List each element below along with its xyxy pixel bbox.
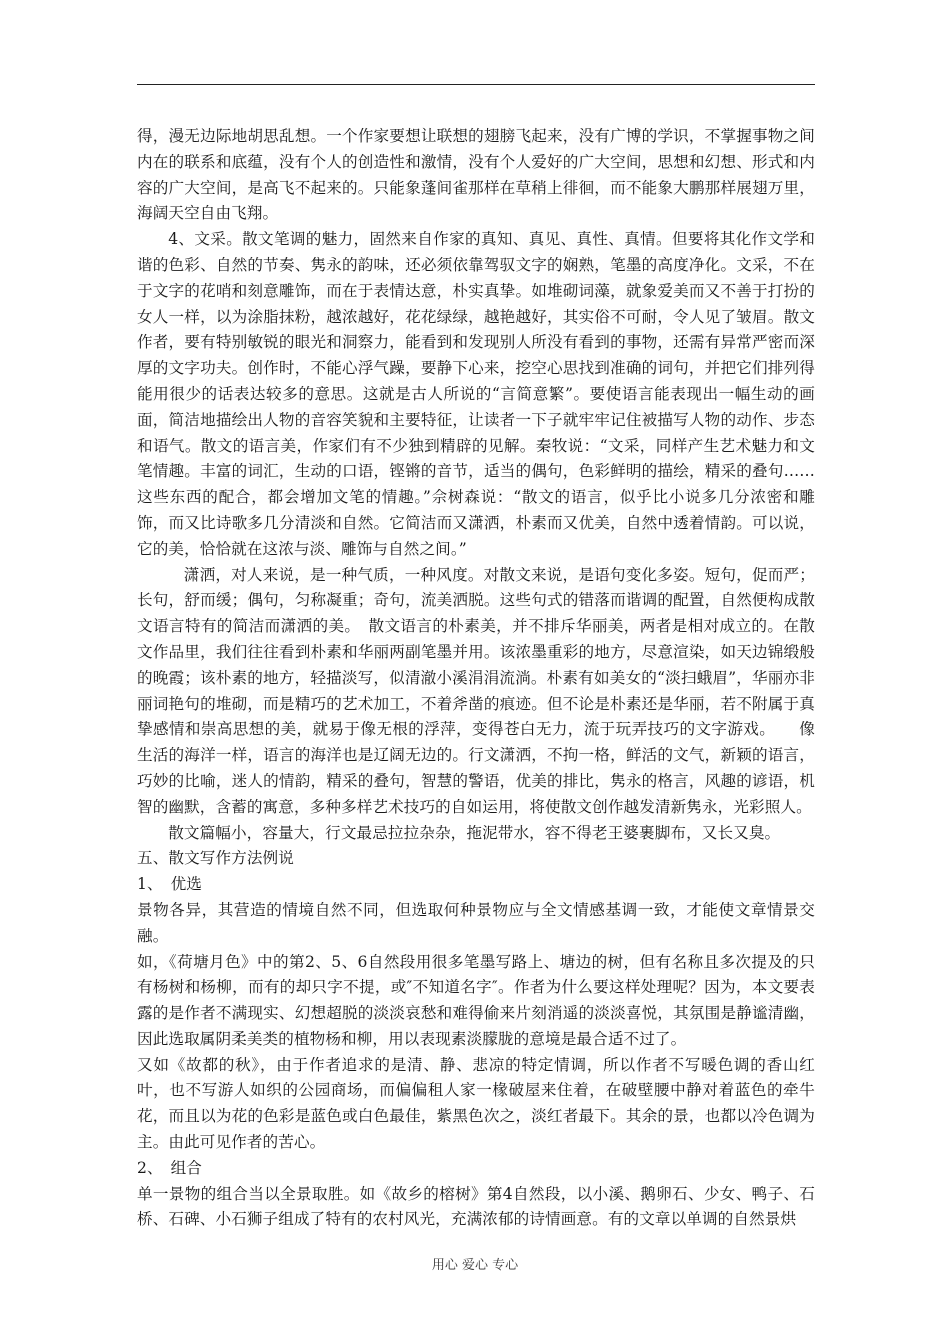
- document-body: [137, 124, 815, 1233]
- paragraph-xiaosa: 潇洒，对人来说，是一种气质，一种风度。对散文来说，是语句变化多姿。短句，促而严；长句，舒而缓；偶句，匀称凝重；奇句，流美洒脱。这些句式的错落而谐调的配置，自然便构成散文语言特有的简洁而潇洒的美。 散文语言的朴素美，并不排斥华丽美，两者是相对成立的。在散文作品里，我们往往看到朴素和华丽两副笔墨并用。该浓墨重彩的地方，尽意渲染，如天边锦缎般的晚霞；该朴素的地方，轻描淡写，似清澈小溪涓涓流淌。朴素有如美女的“淡扫蛾眉”，华丽亦非丽词艳句的堆砌，而是精巧的艺术加工，不着斧凿的痕迹。但不论是朴素还是华丽，若不附属于真挚感情和崇高思想的美，就易于像无根的浮萍，变得苍白无力，流于玩弄技巧的文字游戏。 像生活的海洋一样，语言的海洋也是辽阔无边的。行文潇洒，不拘一格，鲜活的文气，新颖的语言，巧妙的比喻，迷人的情韵，精采的叠句，智慧的警语，优美的排比，隽永的格言，风趣的谚语，机智的幽默，含蓄的寓意，多种多样艺术技巧的自如运用，将使散文创作越发清新隽永，光彩照人。: [137, 565, 815, 816]
- subheading-zuhe: 2、 组合: [137, 1158, 202, 1177]
- paragraph-pianfu: 散文篇幅小，容量大，行文最忌拉拉杂杂，拖泥带水，容不得老王婆裹脚布，又长又臭。: [168, 823, 781, 842]
- paragraph-continued: 得，漫无边际地胡思乱想。一个作家要想让联想的翅膀飞起来，没有广博的学识，不掌握事物之间内在的联系和底蕴，没有个人的创造性和激情，没有个人爱好的广大空间，思想和幻想、形式和内容的广大空间，是高飞不起来的。只能象蓬间雀那样在草稍上徘徊，而不能象大鹏那样展翅万里，海阔天空自由飞翔。: [137, 127, 815, 223]
- paragraph-wencai: 4、文采。散文笔调的魅力，固然来自作家的真知、真见、真性、真情。但要将其化作文学和谐的色彩、自然的节奏、隽永的韵味，还必须依靠驾驭文字的娴熟，笔墨的高度净化。文采，不在于文字的花哨和刻意雕饰，而在于表情达意，朴实真挚。如堆砌词藻，就象爱美而又不善于打扮的女人一样，以为涂脂抹粉，越浓越好，花花绿绿，越艳越好，其实俗不可耐，令人见了皱眉。散文作者，要有特别敏锐的眼光和洞察力，能看到和发现别人所没有看到的事物，还需有异常严密而深厚的文字功夫。创作时，不能心浮气躁，要静下心来，挖空心思找到准确的词句，并把它们排列得能用很少的话表达较多的意思。这就是古人所说的“言简意繁”。要使语言能表现出一幅生动的画面，简洁地描绘出人物的音容笑貌和主要特征，让读者一下子就牢牢记住被描写人物的动作、步态和语气。散文的语言美，作家们有不少独到精辟的见解。秦牧说：“文采，同样产生艺术魅力和文笔情趣。丰富的词汇，生动的口语，铿锵的音节，适当的偶句，色彩鲜明的描绘，精采的叠句……这些东西的配合，都会增加文笔的情趣。”佘树森说：“散文的语言，似乎比小说多几分浓密和雕饰，而又比诗歌多几分清淡和自然。它简洁而又潇洒，朴素而又优美，自然中透着情韵。可以说，它的美，恰恰就在这浓与淡、雕饰与自然之间。”: [137, 230, 815, 558]
- section-heading-writing-methods: 五、散文写作方法例说: [137, 849, 294, 868]
- header-rule: [137, 84, 815, 85]
- subheading-youxuan: 1、 优选: [137, 875, 202, 894]
- page-footer: 用心 爱心 专心: [431, 1258, 519, 1273]
- paragraph-youxuan-hetang: 如，《荷塘月色》中的第2、5、6自然段用很多笔墨写路上、塘边的树，但有名称且多次提及的只有杨树和杨柳，而有的却只字不提，或″不知道名字″。作者为什么要这样处理呢？因为，本文要表露的是作者不满现实、幻想超脱的淡淡哀愁和难得偷来片刻消遥的淡淡喜悦，其氛围是静谧清幽，因此选取属阴柔美类的植物杨和柳，用以表现素淡朦胧的意境是最合适不过了。: [137, 952, 815, 1048]
- paragraph-zuhe-intro: 单一景物的组合当以全景取胜。如《故乡的榕树》第4自然段，以小溪、鹅卵石、少女、鸭子、石桥、石碑、小石狮子组成了特有的农村风光，充满浓郁的诗情画意。有的文章以单调的自然景烘: [137, 1184, 815, 1229]
- paragraph-youxuan-intro: 景物各异，其营造的情境自然不同，但选取何种景物应与全文情感基调一致，才能使文章情景交融。: [137, 900, 815, 945]
- paragraph-youxuan-gudu: 又如《故都的秋》，由于作者追求的是清、静、悲凉的特定情调，所以作者不写暖色调的香山红叶，也不写游人如织的公园商场，而偏偏租人家一椽破屋来住着，在破壁腰中静对着蓝色的牵牛花，而且以为花的色彩是蓝色或白色最佳，紫黑色次之，淡红者最下。其余的景，也都以冷色调为主。由此可见作者的苦心。: [137, 1055, 815, 1152]
